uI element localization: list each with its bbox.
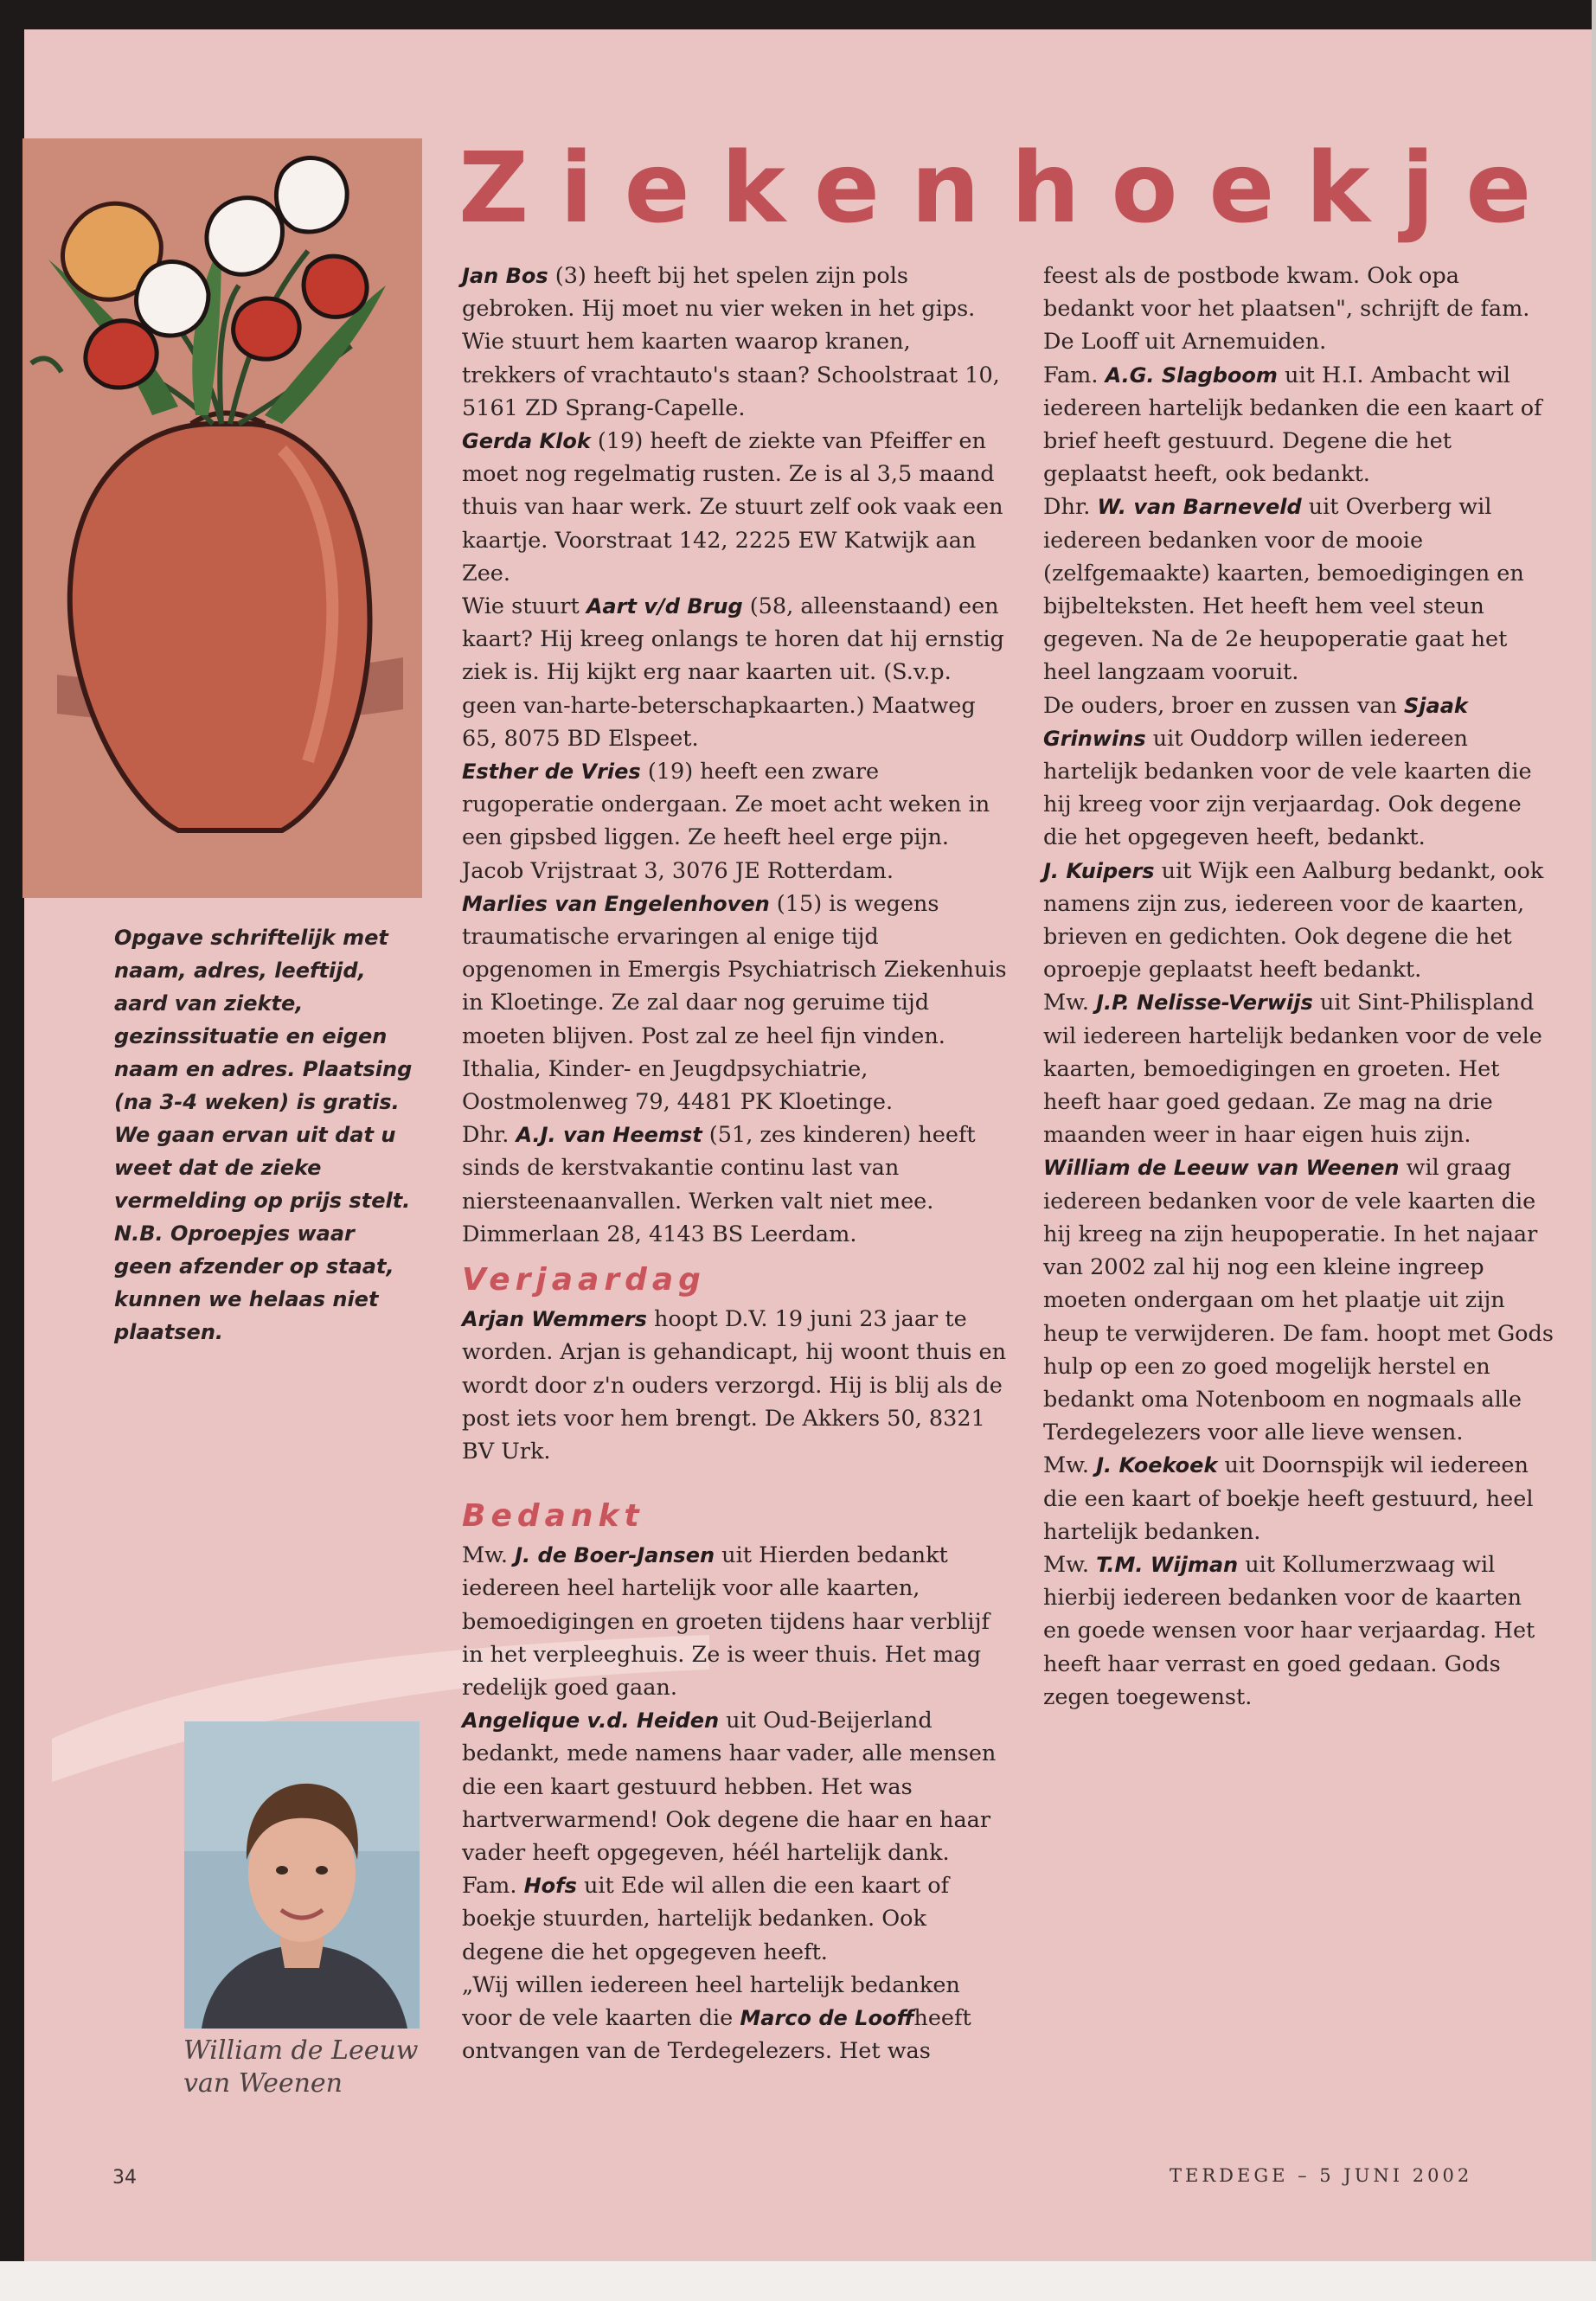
entry-arjan-wemmers [462, 1303, 1007, 1468]
entry-text: uit Oud-Beijerland bedankt, mede namens haar vader, alle mensen die een kaart gestuurd hebben. Het was hartverwarmend! Ook degene die haar en haar vader heeft opgegeven, héél hartelijk dank. [462, 1708, 997, 1866]
entry-marco-de-looff [462, 1969, 1007, 2068]
entry-text: uit Hierden bedankt iedereen heel hartelijk voor alle kaarten, bemoedigingen en groeten tijdens haar verblijf in het verpleeghuis. Ze is weer thuis. Het mag redelijk goed gaan. [462, 1542, 990, 1701]
entry-van-barneveld [1043, 490, 1554, 689]
entry-marlies-van-engelenhoven [462, 888, 1007, 1118]
entry-name: W. van Barneveld [1097, 495, 1302, 520]
entry-name: William de Leeuw van Weenen [1043, 1156, 1400, 1181]
entry-text: (19) heeft de ziekte van Pfeiffer en moet nog regelmatig rusten. Ze is al 3,5 maand thuis van haar werk. Ze stuurt zelf ook vaak een kaartje. Voorstraat 142, 2225 EW Katwijk aan Zee. [462, 428, 1003, 586]
entry-text: heeft ontvangen van de Terdegelezers. Het was [462, 2004, 971, 2065]
entry-prefix: Dhr. [1043, 494, 1098, 521]
article-column-2 [1043, 260, 1554, 1714]
submission-instructions [114, 921, 417, 1349]
entry-name: A.J. van Heemst [516, 1123, 702, 1148]
entry-nelisse-verwijs [1043, 986, 1554, 1151]
entry-text: uit Ede wil allen die een kaart of boekje stuurden, hartelijk bedanken. Ook degene die het opgegeven heeft. [462, 1873, 950, 1965]
entry-text: uit Kollumerzwaag wil hierbij iedereen bedanken voor de kaarten en goede wensen voor haar verjaardag. Het heeft haar verrast en goed gedaan. Gods zegen toegewenst. [1043, 1551, 1535, 1710]
entry-text: uit Ouddorp willen iedereen hartelijk bedanken voor de vele kaarten die hij kreeg voor zijn verjaardag. Ook degene die het opgegeven heeft, bedankt. [1043, 725, 1532, 851]
section-heading-verjaardag: Verjaardag [462, 1262, 706, 1298]
entry-name: J.P. Nelisse-Verwijs [1096, 990, 1313, 1016]
entry-prefix: „Wij willen iedereen heel hartelijk bedanken voor de vele kaarten die [462, 1971, 960, 2031]
entry-de-boer-jansen [462, 1539, 1007, 1704]
article-column-1 [462, 260, 1007, 2067]
caption-line-2: van Weenen [183, 2068, 343, 2099]
entry-kuipers [1043, 855, 1554, 987]
entry-name: Sjaak Grinwins [1043, 693, 1468, 751]
entry-prefix: Fam. [462, 1873, 524, 1900]
entry-name: Jan Bos [462, 264, 548, 288]
entry-name: Marco de Looff [740, 2005, 914, 2030]
portrait-photo [184, 1721, 420, 2029]
entry-name: Esther de Vries [462, 760, 641, 785]
entry-text: uit Doornspijk wil iedereen die een kaart of boekje heeft gestuurd, heel hartelijk bedanken. [1043, 1452, 1534, 1545]
entry-sjaak-grinwins [1043, 689, 1554, 855]
page-number: 34 [112, 2167, 137, 2189]
entry-name: J. de Boer-Jansen [515, 1543, 715, 1568]
entry-name: Hofs [523, 1874, 577, 1899]
entry-william-de-leeuw [1043, 1151, 1554, 1449]
entry-looff-continued [1043, 260, 1554, 359]
entry-prefix: De ouders, broer en zussen van [1043, 692, 1404, 719]
entry-angelique-vd-heiden [462, 1704, 1007, 1869]
entry-prefix: Fam. [1043, 362, 1106, 388]
entry-name: J. Koekoek [1096, 1453, 1218, 1478]
entry-text: (58, alleenstaand) een kaart? Hij kreeg onlangs te horen dat hij ernstig ziek is. Hij kijkt erg naar kaarten uit. (S.v.p. geen van-harte-beterschapkaarten.) Maatweg 65, 8075 BD Elspeet. [462, 593, 1004, 752]
entry-name: Gerda Klok [462, 429, 591, 454]
entry-name: Arjan Wemmers [462, 1307, 647, 1332]
entry-text: feest als de postbode kwam. Ook opa bedankt voor het plaatsen", schrijft de fam. De Looff uit Arnemuiden. [1043, 263, 1530, 356]
entry-text: uit Overberg wil iedereen bedanken voor de mooie (zelfgemaakte) kaarten, bemoedigingen en bijbelteksten. Het heeft hem veel steun gegeven. Na de 2e heupoperatie gaat het heel langzaam vooruit. [1043, 494, 1524, 686]
entry-name: A.G. Slagboom [1105, 362, 1278, 388]
entry-text: uit H.I. Ambacht wil iedereen hartelijk bedanken die een kaart of brief heeft gestuurd. Degene die het geplaatst heeft, ook bedankt. [1043, 362, 1542, 488]
entry-prefix: Wie stuurt [462, 593, 586, 620]
issue-footer: TERDEGE – 5 JUNI 2002 [1170, 2165, 1473, 2186]
entry-slagboom [1043, 359, 1554, 491]
caption-line-1: William de Leeuw [183, 2035, 419, 2066]
entry-text: wil graag iedereen bedanken voor de vele kaarten die hij kreeg na zijn heupoperatie. In het najaar van 2002 zal hij nog een kleine ingreep moeten ondergaan om het plaatje uit zijn heup te verwijderen. De fam. hoopt met Gods hulp op een zo goed mogelijk herstel en bedankt oma Notenboom en nogmaals alle Terdegelezers voor alle lieve wensen. [1043, 1155, 1554, 1446]
flower-vase-illustration [22, 138, 422, 898]
entry-prefix: Mw. [1043, 1551, 1097, 1578]
entry-text: uit Sint-Philispland wil iedereen hartelijk bedanken voor de vele kaarten, bemoedigingen en groeten. Het heeft haar goed gedaan. Ze mag na drie maanden weer in haar eigen huis zijn. [1043, 990, 1542, 1149]
section-heading-bedankt: Bedankt [462, 1498, 644, 1535]
entry-name: J. Kuipers [1043, 858, 1155, 883]
entry-aj-van-heemst [462, 1118, 1007, 1251]
entry-gerda-klok [462, 425, 1007, 590]
entry-text: (51, zes kinderen) heeft sinds de kerstvakantie continu last van niersteenaanvallen. Werken valt niet mee. Dimmerlaan 28, 4143 BS Leerdam. [462, 1122, 976, 1247]
entry-text: (15) is wegens traumatische ervaringen al enige tijd opgenomen in Emergis Psychiatrisch Ziekenhuis in Kloetinge. Ze zal daar nog geruime tijd moeten blijven. Post zal ze heel fijn vinden. Ithalia, Kinder- en Jeugdpsychiatrie, Oostmolenweg 79, 4481 PK Kloetinge. [462, 890, 1007, 1116]
entry-prefix: Mw. [1043, 1452, 1097, 1479]
entry-esther-de-vries [462, 755, 1007, 888]
photo-caption [183, 2035, 443, 2100]
entry-text: hoopt D.V. 19 juni 23 jaar te worden. Arjan is gehandicapt, hij woont thuis en wordt door z'n ouders verzorgd. Hij is blij als de post iets voor hem brengt. De Akkers 50, 8321 BV Urk. [462, 1306, 1007, 1465]
page-title: Ziekenhoekje [458, 132, 1563, 245]
entry-text: (3) heeft bij het spelen zijn pols gebroken. Hij moet nu vier weken in het gips. Wie stuurt hem kaarten waarop kranen, trekkers of vrachtauto's staan? Schoolstraat 10, 5161 ZD Sprang-Capelle. [462, 263, 1000, 421]
scan-bottom-margin [0, 2261, 1596, 2301]
entry-text: (19) heeft een zware rugoperatie ondergaan. Ze moet acht weken in een gipsbed liggen. Ze heeft heel erge pijn. Jacob Vrijstraat 3, 3076 JE Rotterdam. [462, 759, 990, 884]
instructions-text: Opgave schriftelijk met naam, adres, leeftijd, aard van ziekte, gezinssituatie en eigen naam en adres. Plaatsing (na 3-4 weken) is gratis. We gaan ervan uit dat u weet dat de zieke vermelding op prijs stelt. [114, 926, 413, 1213]
entry-name: T.M. Wijman [1096, 1552, 1239, 1577]
entry-jan-bos [462, 260, 1007, 425]
entry-aart-vd-brug [462, 590, 1007, 755]
entry-koekoek [1043, 1449, 1554, 1548]
entry-prefix: Mw. [462, 1542, 516, 1569]
scan-edge [1592, 0, 1596, 2301]
entry-prefix: Dhr. [462, 1122, 516, 1149]
entry-name: Angelique v.d. Heiden [462, 1708, 720, 1734]
entry-name: Aart v/d Brug [586, 594, 743, 619]
entry-wijman [1043, 1548, 1554, 1714]
entry-hofs [462, 1869, 1007, 1969]
entry-text: uit Wijk een Aalburg bedankt, ook namens zijn zus, iedereen voor de kaarten, brieven en gedichten. Ook degene die het oproepje geplaatst heeft bedankt. [1043, 857, 1544, 984]
entry-name: Marlies van Engelenhoven [462, 891, 770, 916]
entry-prefix: Mw. [1043, 990, 1097, 1016]
instructions-note: N.B. Oproepjes waar geen afzender op staat, kunnen we helaas niet plaatsen. [114, 1221, 394, 1344]
